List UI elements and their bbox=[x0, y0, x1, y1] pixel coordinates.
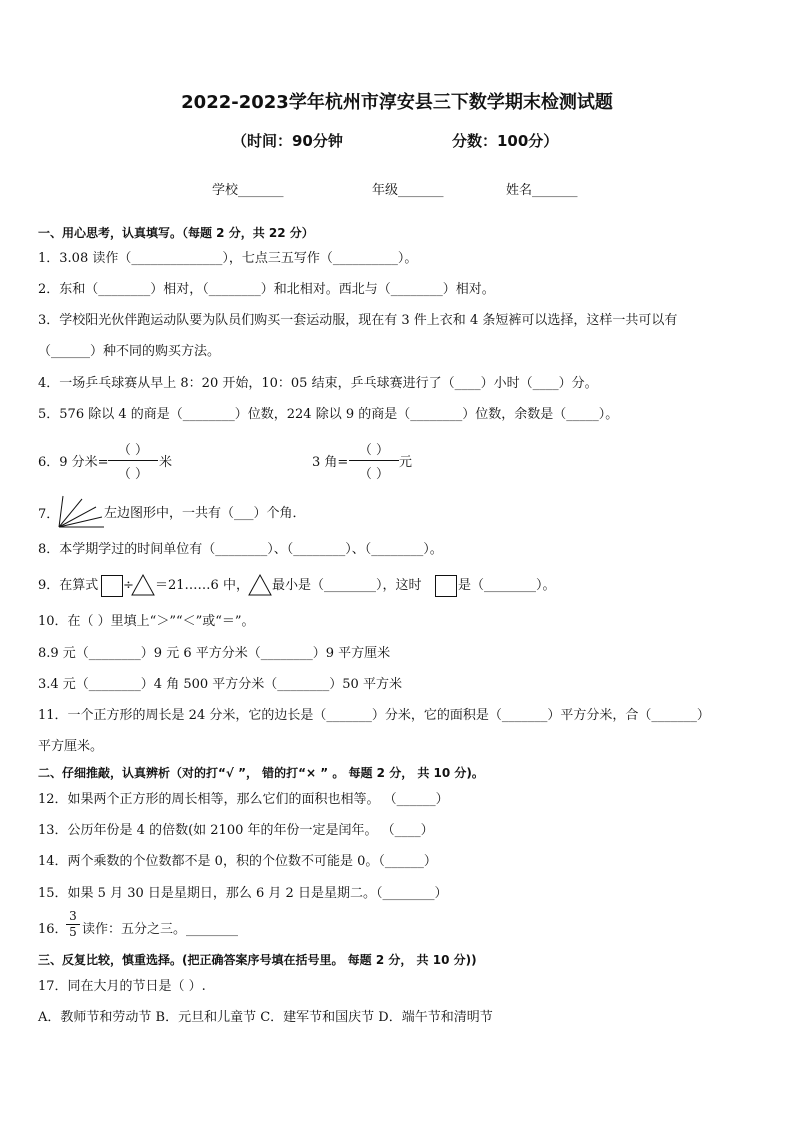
square-shape bbox=[101, 575, 123, 597]
exam-score: 分数：100分） bbox=[452, 132, 559, 150]
page-title: 2022-2023学年杭州市淳安县三下数学期末检测试题 bbox=[181, 92, 613, 113]
question-9-divide: ÷ bbox=[123, 578, 134, 593]
exam-time: （时间：90分钟 bbox=[232, 132, 343, 150]
question-9-part-e: 是（________）。 bbox=[458, 578, 556, 593]
fraction-bar bbox=[108, 460, 158, 461]
question-4: 4．一场乒乓球赛从早上 8：20 开始，10：05 结束，乒乓球赛进行了（____）小时（____）分。 bbox=[38, 376, 598, 391]
question-7-number: 7． bbox=[38, 507, 60, 522]
question-15: 15．如果 5 月 30 日是星期日，那么 6 月 2 日是星期二。（________） bbox=[38, 886, 448, 901]
square-shape bbox=[435, 575, 457, 597]
question-7-text: 左边图形中，一共有（___）个角． bbox=[104, 506, 306, 521]
question-8: 8．本学期学过的时间单位有（________）、（________）、（________）。 bbox=[38, 542, 443, 557]
question-17: 17．同在大月的节日是（ ）. bbox=[38, 979, 206, 994]
question-14: 14．两个乘数的个位数都不是 0，积的个位数不可能是 0。（______） bbox=[38, 854, 437, 869]
question-6-right-fraction bbox=[349, 439, 399, 482]
section-1-heading: 一、用心思考，认真填写。（每题 2 分，共 22 分） bbox=[38, 226, 314, 240]
name-field[interactable]: 姓名_______ bbox=[506, 183, 578, 198]
question-6-left-unit: 米 bbox=[159, 455, 173, 470]
question-2: 2．东和（________）相对，（________）和北相对。西北与（________）相对。 bbox=[38, 282, 495, 297]
angle-rays-figure bbox=[56, 495, 106, 529]
question-9-part-d: 最小是（________），这时 bbox=[272, 578, 422, 593]
grade-field[interactable]: 年级_______ bbox=[372, 183, 444, 198]
question-6-left-fraction bbox=[108, 439, 158, 482]
question-10-row-b: 3.4 元（________）4 角 500 平方分米（________）50 平方米 bbox=[38, 677, 402, 692]
triangle-shape bbox=[131, 574, 155, 596]
fraction-denominator: 5 bbox=[69, 925, 77, 939]
question-5: 5．576 除以 4 的商是（________）位数，224 除以 9 的商是（________）位数，余数是（_____）。 bbox=[38, 407, 619, 422]
question-10: 10．在（ ）里填上“＞”“＜”或“＝”。 bbox=[38, 614, 255, 629]
fraction-numerator: （ ） bbox=[358, 443, 390, 458]
question-10-row-a: 8.9 元（________）9 元 6 平方分米（________）9 平方厘米 bbox=[38, 646, 391, 661]
question-11-line-1: 11．一个正方形的周长是 24 分米，它的边长是（_______）分米，它的面积是（_______）平方分米，合（_______） bbox=[38, 708, 710, 723]
question-3-line-2: （______）种不同的购买方法。 bbox=[38, 344, 221, 359]
question-9-part-c: ＝21……6 中， bbox=[155, 578, 249, 593]
section-2-heading: 二、仔细推敲，认真辨析（对的打“√ ”， 错的打“× ” 。 每题 2 分， 共 10 分)。 bbox=[38, 766, 484, 780]
fraction-numerator: （ ） bbox=[117, 443, 149, 458]
question-13: 13．公历年份是 4 的倍数(如 2100 年的年份一定是闰年。 （____） bbox=[38, 823, 434, 838]
fraction-denominator: （ ） bbox=[358, 467, 390, 482]
section-3-heading: 三、反复比较，慎重选择。(把正确答案序号填在括号里。 每题 2 分， 共 10 分)) bbox=[38, 953, 477, 967]
question-12: 12．如果两个正方形的周长相等，那么它们的面积也相等。 （______） bbox=[38, 792, 449, 807]
question-6-right-unit: 元 bbox=[399, 455, 413, 470]
question-16-number: 16． bbox=[38, 922, 68, 937]
question-11-line-2: 平方厘米。 bbox=[38, 739, 104, 754]
fraction-bar bbox=[349, 460, 399, 461]
triangle-shape bbox=[248, 574, 272, 596]
question-16-fraction bbox=[66, 910, 80, 939]
question-6-right-prefix: 3 角= bbox=[312, 455, 349, 470]
question-3-line-1: 3．学校阳光伙伴跑运动队要为队员们购买一套运动服，现在有 3 件上衣和 4 条短裤可以选择，这样一共可以有 bbox=[38, 313, 678, 328]
fraction-denominator: （ ） bbox=[117, 467, 149, 482]
question-9-part-a: 9．在算式 bbox=[38, 578, 99, 593]
question-1: 1．3.08 读作（______________），七点三五写作（__________）。 bbox=[38, 251, 418, 266]
school-field[interactable]: 学校_______ bbox=[212, 183, 284, 198]
question-16-text: 读作：五分之三。________ bbox=[82, 922, 239, 937]
question-6-left-prefix: 6．9 分米= bbox=[38, 455, 109, 470]
fraction-numerator: 3 bbox=[69, 909, 77, 923]
question-17-options[interactable]: A．教师节和劳动节 B．元旦和儿童节 C．建军节和国庆节 D．端午节和清明节 bbox=[38, 1010, 493, 1025]
